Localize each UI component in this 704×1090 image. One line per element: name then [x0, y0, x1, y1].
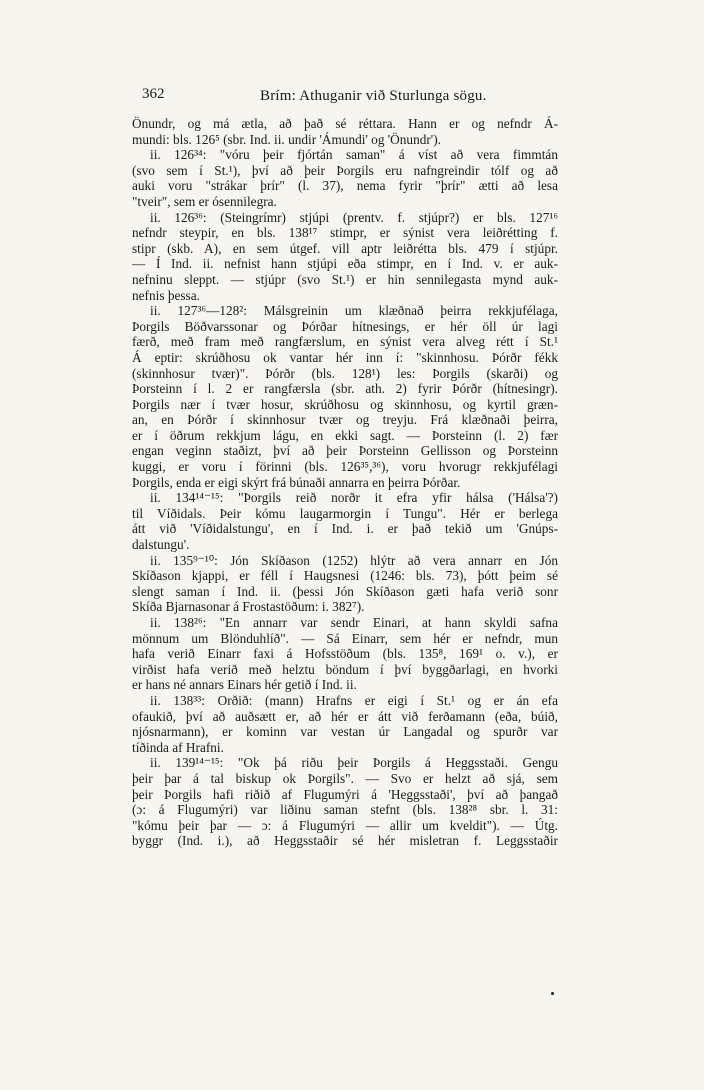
body-text: [132, 116, 558, 849]
text-line: Á eptir: skrúðhosu ok vantar hér inn í: "skinnhosu. Þórðr fékk: [132, 349, 558, 365]
page: [132, 86, 558, 849]
text-line: tíðinda af Hrafni.: [132, 739, 224, 755]
text-line: njósnarmann), er kominn var vestan úr Langadal og spurðr var: [132, 724, 558, 740]
ink-dot: [551, 992, 554, 995]
text-line: engan veginn staðizt, því að þeir Þorsteinn Gellisson og Þorsteinn: [132, 443, 558, 459]
text-line: þeir þar á tal biskup ok Þorgils". — Svo er helzt að sjá, sem: [132, 770, 558, 786]
text-line: mönnum um Blönduhlíð". — Sá Einarr, sem hér er nefndr, mun: [132, 630, 558, 646]
text-line: "kómu þeir þar — ɔ: á Flugumýri — allir um kveldit"). — Útg.: [132, 817, 558, 833]
text-line: ii. 135⁹⁻¹⁰: Jón Skíðason (1252) hlýtr að vera annarr en Jón: [150, 552, 558, 568]
running-title: Brím: Athuganir við Sturlunga sögu.: [260, 88, 487, 104]
text-line: dalstungu'.: [132, 537, 190, 553]
text-line: ii. 134¹⁴⁻¹⁵: "Þorgils reið norðr it efra yfir hálsa ('Hálsa'?): [150, 490, 558, 506]
page-header: [132, 86, 558, 116]
text-line: auki voru "strákar þrír" (l. 37), nema fyrir "þrír" ætti að lesa: [132, 178, 558, 194]
text-line: (skinnhosur tvær)". Þórðr (bls. 128¹) les: Þorgils (skarði) og: [132, 365, 558, 381]
text-line: átt við 'Víðidalstungu', en í Ind. i. er það tekið um 'Gnúps-: [132, 521, 558, 537]
text-line: "tveir", sem er ósennilegra.: [132, 193, 277, 209]
text-line: nefninu sleppt. — stjúpr (svo St.¹) er hin sennilegasta mynd auk-: [132, 271, 558, 287]
text-line: ii. 139¹⁴⁻¹⁵: "Ok þá riðu þeir Þorgils á Heggsstaði. Gengu: [150, 755, 558, 771]
text-line: — Í Ind. ii. nefnist hann stjúpi eða stimpr, en í Ind. v. er auk-: [132, 256, 558, 272]
text-line: Önundr, og má ætla, að það sé réttara. Hann er og nefndr Á-: [132, 116, 558, 131]
text-line: ofaukið, því að auðsætt er, að hér er átt við ferðamann (eða, búið,: [132, 708, 558, 724]
text-line: ii. 126³⁶: (Steingrímr) stjúpi (prentv. f. stjúpr?) er bls. 127¹⁶: [150, 209, 558, 225]
text-line: er í öðrum rekkjum lágu, en ekki sagt. — Þorsteinn (l. 2) fær: [132, 427, 558, 443]
text-line: er hans né annars Einars hér getið í Ind. ii.: [132, 677, 357, 693]
text-line: an, en Þórðr í skinnhosur tvær og treyju. Frá klæðnaði þeirra,: [132, 412, 558, 428]
text-line: slengt saman í Ind. ii. (þessi Jón Skíðason gæti hafa verið sonr: [132, 583, 558, 599]
text-line: ii. 127³⁶—128²: Málsgreinin um klæðnað þeirra rekkjufélaga,: [150, 303, 558, 319]
text-line: þeir Þorgils hafi riðið af Flugumýri á 'Heggsstaði', því að þangað: [132, 786, 558, 802]
text-line: ii. 138³³: Orðið: (mann) Hrafns er eigi í St.¹ og er án efa: [150, 692, 558, 708]
text-line: til Víðidals. Þeir kómu laugarmorgin í Tungu". Hér er berlega: [132, 505, 558, 521]
text-line: nefnis þessa.: [132, 287, 200, 303]
page-number: 362: [142, 86, 165, 102]
text-line: ii. 126³⁴: "vóru þeir fjórtán saman" á víst að vera fimmtán: [150, 147, 558, 163]
text-line: byggr (Ind. i.), að Heggsstaðir sé hér misletran f. Leggsstaðir: [132, 833, 558, 849]
text-line: hafa verið Einarr faxi á Hofsstöðum (bls. 135⁸, 169¹ o. v.), er: [132, 646, 558, 662]
text-line: (ɔ: á Flugumýri) var liðinu saman stefnt (bls. 138²⁸ sbr. l. 31:: [132, 802, 558, 818]
text-line: Þorgils Böðvarssonar og Þórðar hítnesings, er hér öll úr lagi: [132, 318, 558, 334]
text-line: kuggi, er voru í förinni (bls. 126³⁵,³⁶), voru hvorugr rekkjufélagi: [132, 459, 558, 475]
text-line: nefndr steypir, en bls. 138¹⁷ stimpr, er sýnist vera leiðrétting f.: [132, 225, 558, 241]
text-line: ii. 138²⁶: "En annarr var sendr Einari, at hann skyldi safna: [150, 615, 558, 630]
text-line: Þorgils, enda er eigi skýrt frá búnaði annarra en þeirra Þórðar.: [132, 474, 461, 490]
text-line: Þorgils nær í tvær hosur, skrúðhosu og skinnhosu, og kyrtil græn-: [132, 396, 558, 412]
text-line: Skíða Bjarnasonar á Frostastöðum: i. 382⁷).: [132, 599, 365, 615]
text-line: stipr (skb. A), en sem útgef. vill aptr leiðrétta bls. 479 í stjúpr.: [132, 240, 558, 256]
text-line: (svo sem í St.¹), því að þeir Þorgils eru nafngreindir tólf og að: [132, 162, 558, 178]
text-line: virðist hafa verið með helztu böndum í því byggðarlagi, en hvorki: [132, 661, 558, 677]
text-line: Þorsteinn í l. 2 er rangfærsla (sbr. ath. 2) fyrir Þórðr (hítnesingr).: [132, 381, 558, 397]
text-line: færð, með fram með rangfærslum, en sýnist vera alveg rétt í St.¹: [132, 334, 558, 350]
text-line: mundi: bls. 126⁵ (sbr. Ind. ii. undir 'Ámundi' og 'Önundr').: [132, 131, 441, 147]
text-line: Skíðason kjappi, er féll í Haugsnesi (1246: bls. 73), þótt þeim sé: [132, 568, 558, 584]
